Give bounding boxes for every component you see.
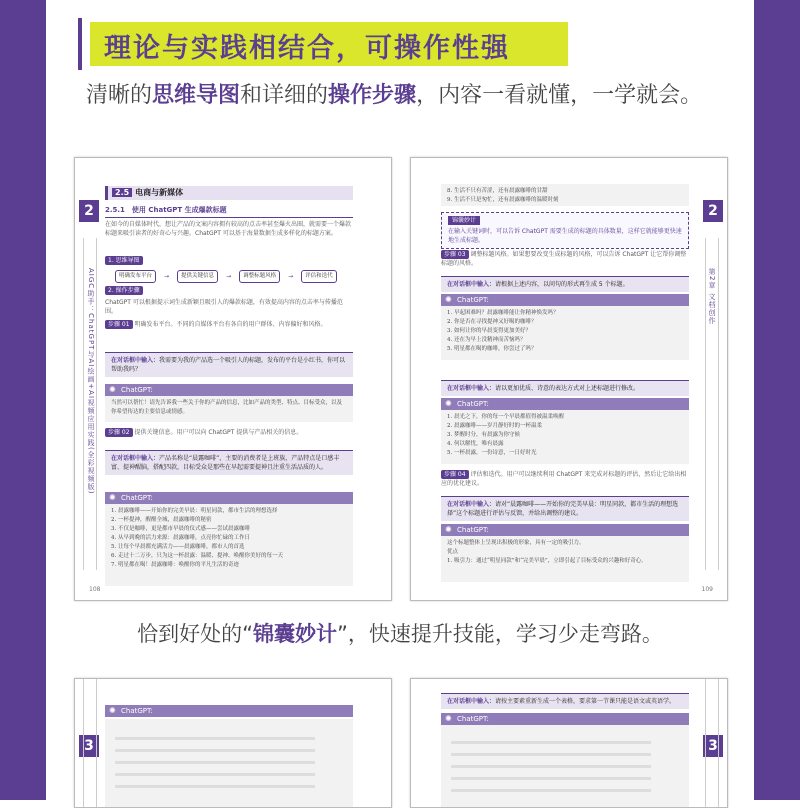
tip-box: 锦囊妙计 在输入关键词时，可以告诉 ChatGPT 需要生成的标题的具体数量，这样它就能够更快速地生成标题。	[441, 212, 689, 249]
chapter-tab: 3	[79, 735, 99, 757]
response-line: 5. 明星都在喝的咖啡，你尝过了吗？	[447, 346, 537, 352]
subtitle-mindmap: 清晰的思维导图和详细的操作步骤，内容一看就懂，一学就会。	[86, 83, 703, 108]
table-line	[115, 749, 315, 752]
heading-accent-line	[78, 18, 82, 70]
response-line: 3. 梦醒时分，有晨露为你守候	[447, 432, 520, 438]
side-chapter-title: 第2章 文档创作	[708, 268, 716, 325]
side-book-title: AIGC助手：ChatGPT与AI绘画+AI视频应用实践(全彩视频版)	[87, 268, 95, 495]
table-line	[451, 765, 651, 768]
response-line: 优点	[447, 549, 459, 555]
prompt-box: 在对话框中输入：产品名称是“晨露咖啡”，主要的消费者是上班族，产品特点是口感丰富、提神醒脑，搭配四款，目标受众是那些在早起需要提神且注重生活品质的人。	[105, 450, 353, 475]
chatgpt-response	[105, 504, 353, 586]
response-line: 3. 如何让你的早晨变得更加美好？	[447, 328, 531, 334]
page-margin	[83, 679, 97, 807]
page-number: 109	[701, 586, 713, 593]
mind-map-node: 调整标题风格	[239, 270, 280, 283]
mind-map-node: 提供关键信息	[177, 270, 218, 283]
chatgpt-header: ✺ ChatGPT:	[441, 398, 689, 410]
table-line	[451, 777, 651, 780]
table-line	[115, 761, 315, 764]
prompt-box: 在对话框中输入：我需要为我的产品选一个吸引人的标题，发布的平台是小红书，你可以帮助我吗？	[105, 352, 353, 377]
content-area	[46, 0, 754, 800]
response-line: 3. 不仅是咖啡，更是都市早晨的仪式感——尝试晨露咖啡	[111, 526, 250, 532]
table-line	[451, 741, 651, 744]
page-title: 理论与实践相结合，可操作性强	[104, 33, 510, 64]
response-line: 5. 让每个早晨都充满活力——晨露咖啡，都市人的首选	[111, 544, 245, 550]
book-page-bottom-right	[410, 678, 728, 808]
table-line	[451, 789, 651, 792]
mind-map-node: 评估和迭代	[301, 270, 337, 283]
mindmap-label: 1. 思维导图	[105, 256, 353, 265]
section-heading: 2.5 电商与新媒体	[105, 186, 353, 200]
response-line: 1. 晨露咖啡——开始你的完美早晨：明星同款，都市生活的理想选择	[111, 508, 278, 514]
table-line	[115, 773, 315, 776]
chapter-tab: 2	[703, 200, 723, 222]
response-line: 2. 你是否在寻找提神又好喝的咖啡？	[447, 319, 537, 325]
step-1: 步骤 01 明确发布平台。不同的自媒体平台有各自的用户群体、内容偏好和风格。	[105, 320, 353, 329]
mind-map: 明确发布平台 → 提供关键信息 → 调整标题风格 → 评估和迭代	[115, 270, 337, 283]
response-line: 1. 吸引力：通过“明星同款”和“完美早晨”，立即引起了目标受众的兴趣和好奇心。	[447, 558, 647, 564]
steps-paragraph: ChatGPT 可以根据提示词生成新颖且吸引人的爆款标题，有效提高内容的点击率与传播范围。	[105, 299, 343, 315]
book-page-left	[74, 157, 392, 601]
response-line: 7. 明星都在喝！晨露咖啡：唤醒你的平凡生活的奇迹	[111, 562, 239, 568]
response-line: 9. 生活不只是匆忙，还有晨露咖啡的温暖时刻	[447, 197, 559, 203]
response-line: 1. 晨光之下，你的每一个早晨都值得被温柔唤醒	[447, 414, 564, 420]
table-line	[451, 753, 651, 756]
page-margin	[705, 679, 719, 807]
tip-heading: 锦囊妙计	[448, 216, 480, 225]
steps-label: 2. 操作步骤	[105, 286, 353, 295]
subsection-heading: 2.5.1 使用 ChatGPT 生成爆款标题	[105, 206, 353, 218]
response-line: 2. 晨露咖啡——岁月静好时的一杯温柔	[447, 423, 542, 429]
response-line: 6. 走过十二万步，只为这一杯晨露：温暖、提神、唤醒你美好的每一天	[111, 553, 283, 559]
chapter-tab: 2	[79, 200, 99, 222]
response-line: 2. 一杯提神，醒醒全城，晨露咖啡的秘密	[111, 517, 212, 523]
response-line: 4. 还在为早上没精神而苦恼吗？	[447, 337, 526, 343]
chapter-tab: 3	[703, 735, 723, 757]
book-page-right	[410, 157, 728, 601]
book-page-bottom-left	[74, 678, 392, 808]
chatgpt-header: ✺ ChatGPT:	[105, 384, 353, 396]
chatgpt-response	[441, 184, 689, 206]
response-line: 4. 何以解忧，唯有晨露	[447, 441, 504, 447]
response-line: 4. 从早到晚的活力来源：晨露咖啡，点亮你忙碌的工作日	[111, 535, 250, 541]
step-4: 步骤 04 评估和迭代。用户可以继续利用 ChatGPT 来完成对标题的评估，然后让它给出相应的优化建议。	[441, 471, 687, 487]
chatgpt-header: ✺ ChatGPT:	[441, 294, 689, 306]
response-line: 8. 生活不只有苦涩，还有晨露咖啡的甘甜	[447, 188, 548, 194]
response-line: 1. 早起困难吗？晨露咖啡能让你精神焕发吗？	[447, 310, 559, 316]
right-purple-frame	[754, 0, 800, 800]
chatgpt-response: 当然可以帮忙！请先告诉我一些关于你的产品的信息，比如产品的类型、特点、目标受众，以及你希望传达的主要信息或情感。	[105, 396, 353, 422]
chatgpt-response	[441, 410, 689, 464]
chatgpt-header: ✺ ChatGPT:	[441, 524, 689, 536]
step-3: 步骤 03 调整标题风格。如果想要改变生成标题的风格，可以告诉 ChatGPT 让它帮你调整标题的风格。	[441, 251, 687, 267]
left-purple-frame	[0, 0, 46, 800]
prompt-box: 在对话框中输入：请以更加优质、诗意的表达方式对上述标题进行修改。	[441, 380, 689, 396]
chatgpt-header: ✺ ChatGPT:	[441, 713, 689, 725]
intro-paragraph: 在如今的自媒体时代，想让产品的文案内容拥有较高的点击率甚至爆火出圈，就需要一个爆款标题来吸引读者的好奇心与兴趣。ChatGPT 可以基于海量数据生成多样化的标题方案。	[105, 221, 352, 237]
response-line: 5. 一杯晨露，一份诗意，一日好时光	[447, 450, 537, 456]
table-line	[115, 737, 315, 740]
response-line: 这个标题整体上呈现出积极的形象，具有一定的吸引力。	[447, 540, 585, 546]
page-number: 108	[89, 586, 101, 593]
chatgpt-response	[441, 306, 689, 360]
chatgpt-header: ✺ ChatGPT:	[105, 492, 353, 504]
mind-map-node: 明确发布平台	[115, 270, 156, 283]
chatgpt-response	[441, 536, 689, 582]
chatgpt-header: ✺ ChatGPT:	[105, 705, 353, 717]
step-2: 步骤 02 提供关键信息。用户可以向 ChatGPT 提供与产品相关的信息。	[105, 428, 353, 437]
subtitle-tips: 恰到好处的“锦囊妙计”，快速提升技能，学习少走弯路。	[137, 622, 663, 646]
prompt-box: 在对话框中输入：请对“晨露咖啡——开始你的完美早晨：明星同款，都市生活的理想选择”这个标题进行评估与反馈，并给出调整的建议。	[441, 496, 689, 521]
prompt-box: 在对话框中输入：请按主要素重新生成一个表格，要求第一节课只能是语文或英语学。	[441, 693, 689, 709]
prompt-box: 在对话框中输入：请根据上述内容，以问句的形式再生成 5 个标题。	[441, 276, 689, 292]
table-line	[115, 785, 315, 788]
